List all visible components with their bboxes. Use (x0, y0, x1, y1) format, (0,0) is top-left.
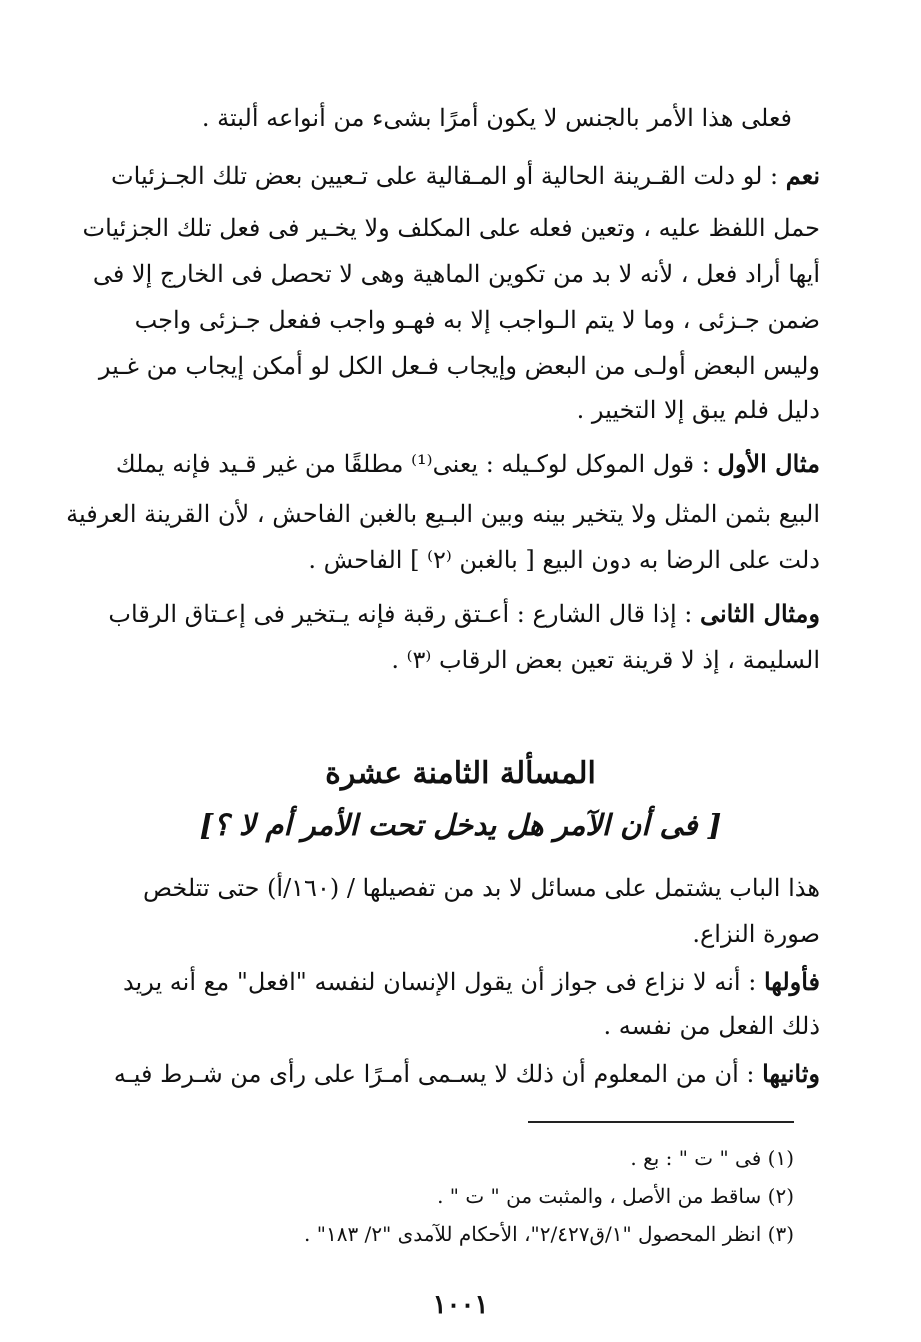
body-line-text: ذلك الفعل من نفسه . (603, 1012, 820, 1040)
section-title: المسألة الثامنة عشرة (325, 756, 596, 791)
body-line (577, 398, 820, 422)
body-line (391, 648, 820, 672)
body-line-text: ضمن جـزئى ، وما لا يتم الـواجب إلا به فهـو واجب ففعل جـزئى واجب (134, 306, 820, 334)
body-line-text: حمل اللفظ عليه ، وتعين فعله على المكلف ولا يخـير فى فعل تلك الجزئيات (82, 214, 820, 242)
footnote-divider (528, 1121, 794, 1123)
body-line (143, 876, 820, 900)
body-line (115, 449, 820, 478)
body-line-text: السليمة ، إذ لا قرينة تعين بعض الرقاب ⁽٣⁾ . (391, 646, 820, 674)
body-line-text: دليل فلم يبق إلا التخيير . (576, 396, 820, 424)
body-line (93, 262, 820, 286)
body-line-text: دلت على الرضا به دون البيع [ بالغبن ⁽٢⁾ ] الفاحش . (308, 546, 820, 574)
paragraph-lead: ومثال الثانى (699, 599, 820, 628)
body-line-text: : قول الموكل لوكـيله : يعنى⁽¹⁾ مطلقًا من غير قـيد فإنه يملك (115, 450, 718, 478)
body-line (202, 106, 792, 130)
body-line (111, 161, 820, 190)
body-line (308, 548, 820, 572)
body-line-text: : أن من المعلوم أن ذلك لا يسـمى أمـرًا على رأى من شـرط فيـه (113, 1060, 763, 1088)
body-line (108, 599, 820, 628)
body-line-text: : أنه لا نزاع فى جواز أن يقول الإنسان لنفسه "افعل" مع أنه يريد (122, 968, 764, 996)
body-line (113, 1059, 820, 1088)
body-line-text: فعلى هذا الأمر بالجنس لا يكون أمرًا بشىء من أنواعه ألبتة . (201, 104, 792, 132)
paragraph-lead: مثال الأول (717, 449, 820, 478)
body-line-text: البيع بثمن المثل ولا يتخير بينه وبين البـيع بالغبن الفاحش ، لأن القرينة العرفية (66, 500, 820, 528)
body-line (122, 967, 820, 996)
body-line-text: وليس البعض أولـى من البعض وإيجاب فـعل الكل لو أمكن إيجاب من غـير (98, 352, 820, 380)
body-line-text: هذا الباب يشتمل على مسائل لا بد من تفصيلها / (١٦٠/أ) حتى تتلخص (142, 874, 820, 902)
body-line-text: صورة النزاع. (692, 920, 820, 948)
body-line (83, 216, 820, 240)
paragraph-lead: وثانيها (762, 1059, 820, 1088)
body-line (604, 1014, 820, 1038)
body-line-text: أيها أراد فعل ، لأنه لا بد من تكوين الماهية وهى لا تحصل فى الخارج إلا فى (92, 260, 820, 288)
page-number: ١٠٠١ (432, 1290, 489, 1320)
section-subtitle: [ فى أن الآمر هل يدخل تحت الأمر أم لا ؟] (199, 808, 722, 842)
footnote-item: (٣) انظر المحصول "١/ق٢/٤٢٧"، الأحكام للآمدى "٢/ ١٨٣" . (304, 1222, 794, 1246)
body-line-text: : لو دلت القـرينة الحالية أو المـقالية على تـعيين بعض تلك الجـزئيات (111, 162, 786, 190)
body-line-text: : إذا قال الشارع : أعـتق رقبة فإنه يـتخير فى إعـتاق الرقاب (108, 600, 700, 628)
paragraph-lead: فأولها (763, 967, 820, 996)
paragraph-lead: نعم (785, 161, 820, 190)
body-line (692, 922, 820, 946)
footnote-item: (٢) ساقط من الأصل ، والمثبت من " ت " . (437, 1184, 794, 1208)
body-line (66, 502, 820, 526)
body-line (99, 354, 820, 378)
body-line (135, 308, 820, 332)
footnote-item: (١) فى " ت " : بع . (630, 1146, 794, 1170)
